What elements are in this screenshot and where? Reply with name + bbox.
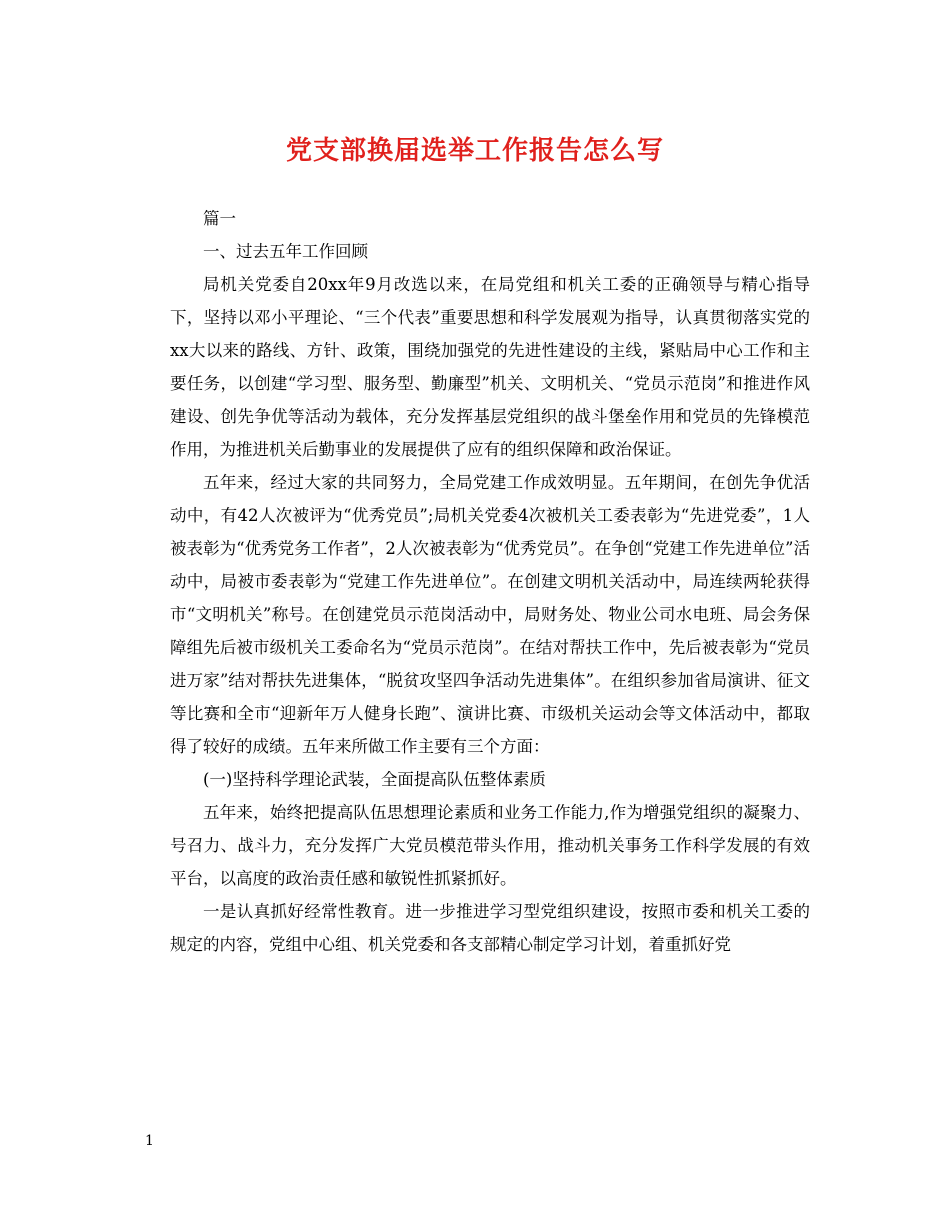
paragraph: 五年来，经过大家的共同努力，全局党建工作成效明显。五年期间，在创先争优活动中，有42人次被评为“优秀党员”;局机关党委4次被机关工委表彰为“先进党委”，1人被表彰为“优秀党务工作者”，2人次被表彰为“优秀党员”。在争创“党建工作先进单位”活动中，局被市委表彰为“党建工作先进单位”。在创建文明机关活动中，局连续两轮获得市“文明机关”称号。在创建党员示范岗活动中，局财务处、物业公司水电班、局会务保障组先后被市级机关工委命名为“党员示范岗”。在结对帮扶工作中，先后被表彰为“党员进万家”结对帮扶先进集体，“脱贫攻坚四争活动先进集体”。在组织参加省局演讲、征文等比赛和全市“迎新年万人健身长跑”、演讲比赛、市级机关运动会等文体活动中，都取得了较好的成绩。五年来所做工作主要有三个方面： xyxy=(170,473,810,756)
paragraph: 局机关党委自20xx年9月改选以来，在局党组和机关工委的正确领导与精心指导下，坚持以邓小平理论、“三个代表”重要思想和科学发展观为指导，认真贯彻落实党的xx大以来的路线、方针、政策，围绕加强党的先进性建设的主线，紧贴局中心工作和主要任务，以创建“学习型、服务型、勤廉型”机关、文明机关、“党员示范岗”和推进作风建设、创先争优等活动为载体，充分发挥基层党组织的战斗堡垒作用和党员的先锋模范作用，为推进机关后勤事业的发展提供了应有的组织保障和政治保证。 xyxy=(170,275,810,459)
subsection-heading: (一)坚持科学理论武装，全面提高队伍整体素质 xyxy=(203,770,546,789)
document-body xyxy=(170,202,810,961)
paragraph: 五年来，始终把提高队伍思想理论素质和业务工作能力,作为增强党组织的凝聚力、号召力、战斗力，充分发挥广大党员模范带头作用，推动机关事务工作科学发展的有效平台，以高度的政治责任感和敏锐性抓紧抓好。 xyxy=(170,803,810,888)
document-title: 党支部换届选举工作报告怎么写 xyxy=(285,136,664,166)
paragraph: 一是认真抓好经常性教育。进一步推进学习型党组织建设，按照市委和机关工委的规定的内容，党组中心组、机关党委和各支部精心制定学习计划，着重抓好党 xyxy=(170,902,810,954)
section-heading: 一、过去五年工作回顾 xyxy=(203,242,368,261)
section-label: 篇一 xyxy=(203,209,236,228)
page-number: 1 xyxy=(145,1133,154,1149)
